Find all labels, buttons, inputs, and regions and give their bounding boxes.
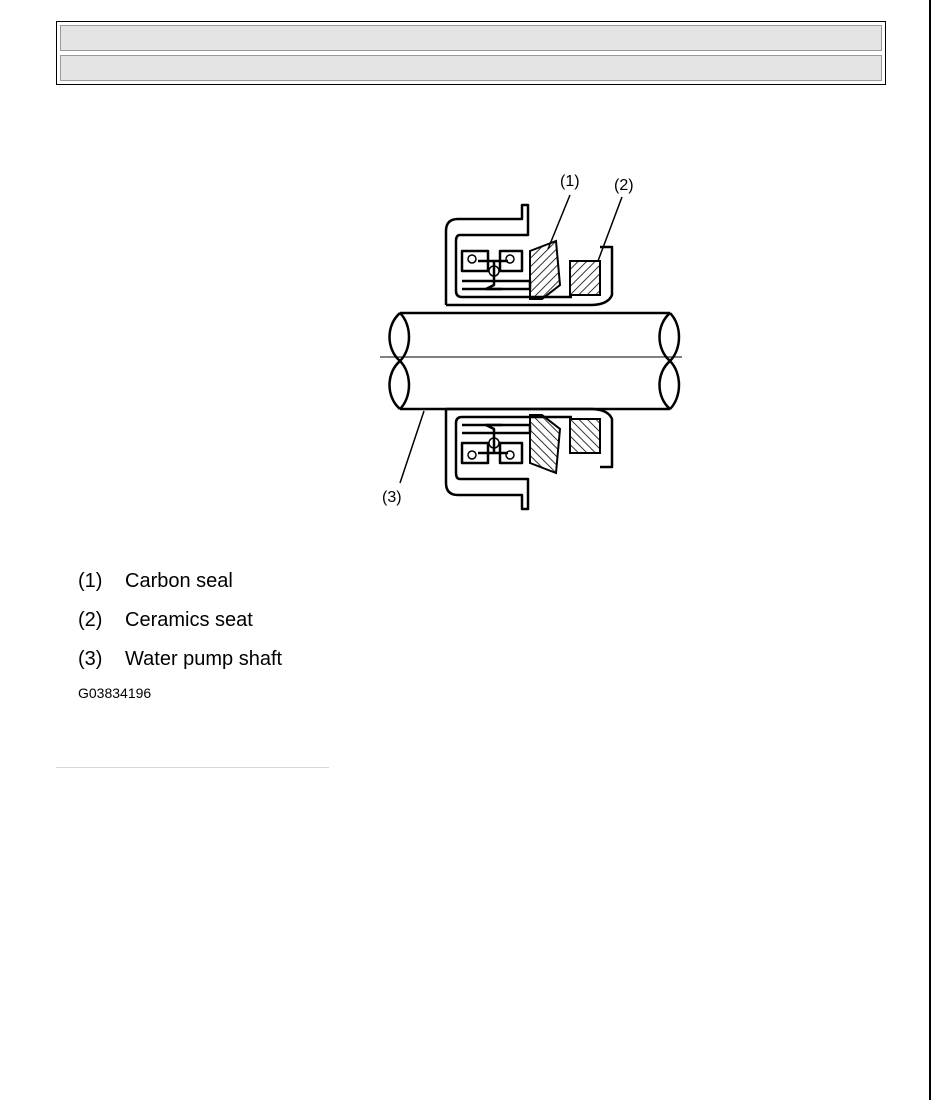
legend-text: Water pump shaft: [125, 648, 283, 670]
leader-line-1: [548, 195, 570, 249]
legend-text: Carbon seal: [125, 570, 233, 592]
leader-line-2: [598, 197, 622, 261]
legend-number: (1): [78, 570, 103, 592]
lower-seal-assembly: [446, 409, 612, 509]
callout-2: (2): [614, 177, 634, 194]
carbon-seal-upper: [530, 241, 560, 299]
leader-line-3: [400, 411, 424, 483]
seal-cross-section-drawing: [360, 165, 690, 525]
legend-text: Ceramics seat: [125, 609, 253, 631]
header-box: [56, 21, 886, 85]
callout-3: (3): [382, 489, 402, 506]
callout-1: (1): [560, 173, 580, 190]
water-pump-seal-diagram: [360, 165, 690, 525]
divider: [56, 767, 329, 768]
header-bar-bottom: [60, 55, 882, 81]
figure-code: G03834196: [78, 685, 152, 701]
legend-number: (3): [78, 648, 103, 670]
shaft: [390, 313, 680, 409]
ceramics-seat-upper: [570, 261, 600, 295]
legend-number: (2): [78, 609, 103, 631]
header-bar-top: [60, 25, 882, 51]
